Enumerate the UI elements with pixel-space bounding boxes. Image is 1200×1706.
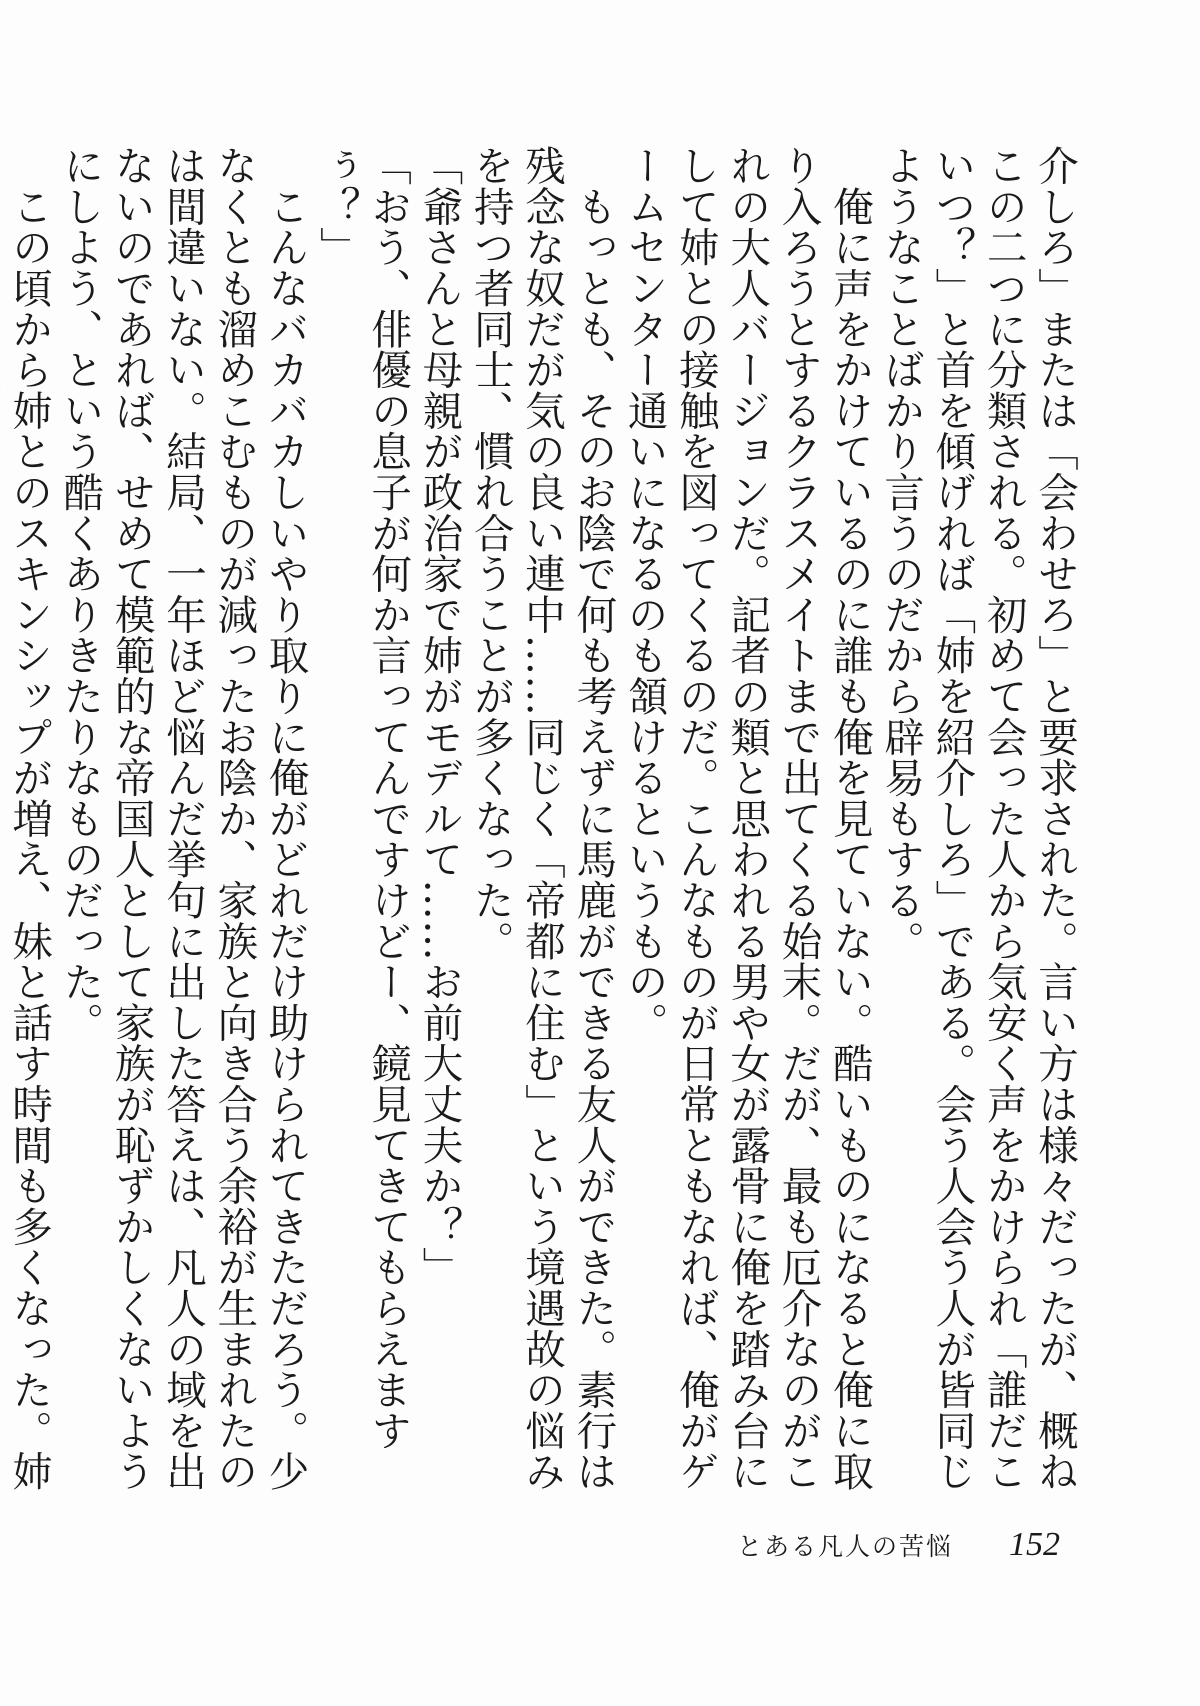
dialogue-line: 「おう、俳優の息子が何か言ってんですけどー、鏡見てきてもらえますぅ？」 [312, 145, 413, 1451]
running-title: とある凡人の苦悩 [736, 1532, 953, 1561]
paragraph: こんなバカバカしいやり取りに俺がどれだけ助けられてきただろう。少なくとも溜めこむものが減ったお陰か、家族と向き合う余裕が生まれたのは間違いない。結局、一年ほど悩んだ挙句に出した答えは、凡人の域を出ないのであれば、せめて模範的な帝国人として家族が恥ずかしくないようにしよう、という酷くありきたりなものだった。 [56, 145, 310, 1492]
dialogue-line: 「爺さんと母親が政治家で姉がモデルて……お前大丈夫か？」 [415, 145, 464, 1288]
paragraph: この頃から姉とのスキンシップが増え、妹と話す時間も多くなった。姉 [5, 185, 54, 1492]
paragraph: 介しろ」または「会わせろ」と要求された。言い方は様々だったが、概ねこの二つに分類される。初めて会った人から気安く声をかけられ「誰だこいつ？」と首を傾げれば「姉を紹介しろ」である。会う人会う人が皆同じようなことばかり言うのだから辟易もする。 [877, 145, 1079, 1492]
page-footer [737, 1526, 1060, 1570]
paragraph: もっとも、そのお陰で何も考えずに馬鹿ができる友人ができた。素行は残念な奴だが気の良い連中……同じく「帝都に住む」という境遇故の悩みを持つ者同士、慣れ合うことが多くなった。 [466, 145, 618, 1492]
page-number: 152 [1009, 1526, 1060, 1563]
body-text [5, 145, 1080, 1495]
paragraph: 俺に声をかけているのに誰も俺を見ていない。酷いものになると俺に取り入ろうとするクラスメイトまで出てくる始末。だが、最も厄介なのがこれの大人バージョンだ。記者の類と思われる男や女が露骨に俺を踏み台にして姉との接触を図ってくるのだ。こんなものが日常ともなれば、俺がゲームセンター通いになるのも頷けるというもの。 [620, 145, 874, 1492]
